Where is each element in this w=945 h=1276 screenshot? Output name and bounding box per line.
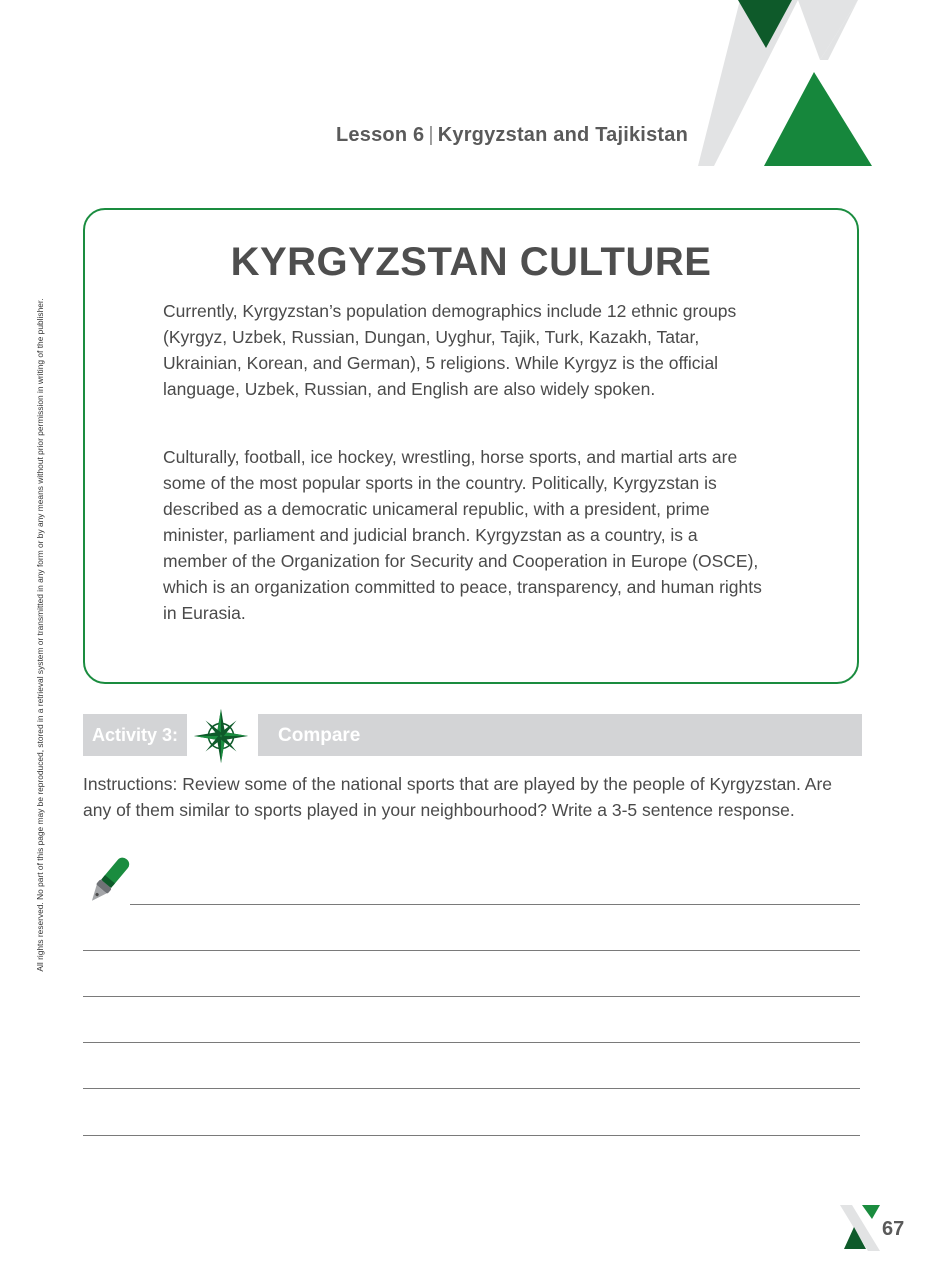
compass-icon (192, 707, 250, 765)
culture-paragraph-2: Culturally, football, ice hockey, wrestling, horse sports, and martial arts are some of the most popular sports in the country. Politically, Kyrgyzstan is described as a democratic unicameral republic, with a president, prime minister, parliament and judicial branch. Kyrgyzstan as a country, is a member of the Organization for Security and Cooperation in Europe (OSCE), which is an organization committed to peace, transparency, and human rights in Eurasia. (163, 447, 762, 623)
lesson-header (280, 124, 688, 147)
copyright-notice: All rights reserved. No part of this page may be reproduced, stored in a retrieval system or transmitted in any form or by any means without prior permission in writing of the publisher. (35, 298, 45, 972)
answer-line[interactable] (83, 996, 860, 997)
activity-label: Activity 3: (83, 714, 187, 756)
answer-line[interactable] (83, 950, 860, 951)
answer-line[interactable] (83, 1042, 860, 1043)
header-x-logo (690, 0, 890, 170)
footer-x-logo (838, 1205, 884, 1251)
answer-line[interactable] (83, 1135, 860, 1136)
culture-info-box (83, 208, 859, 684)
page-number: 67 (882, 1218, 905, 1240)
lesson-topic: Kyrgyzstan and Tajikistan (437, 124, 688, 146)
answer-line[interactable] (83, 1088, 860, 1089)
culture-title: KYRGYZSTAN CULTURE (230, 240, 712, 284)
lesson-number: Lesson 6 (336, 124, 425, 146)
activity-instructions: Instructions: Review some of the national sports that are played by the people of Kyrgyzstan. Are any of them similar to sports played in your neighbourhood? Write a 3-5 sentence response. (83, 774, 833, 820)
pen-icon (80, 856, 134, 908)
activity-title-bar (258, 714, 862, 756)
activity-title: Compare (278, 725, 361, 746)
header-separator: | (428, 124, 434, 146)
answer-line[interactable] (130, 904, 860, 905)
culture-paragraph-1: Currently, Kyrgyzstan’s population demographics include 12 ethnic groups (Kyrgyz, Uzbek, Russian, Dungan, Uyghur, Tajik, Turk, Kazakh, Tatar, Ukrainian, Korean, and German), 5 religions. While Kyrgyz is the official language, Uzbek, Russian, and English are also widely spoken. (163, 301, 737, 399)
